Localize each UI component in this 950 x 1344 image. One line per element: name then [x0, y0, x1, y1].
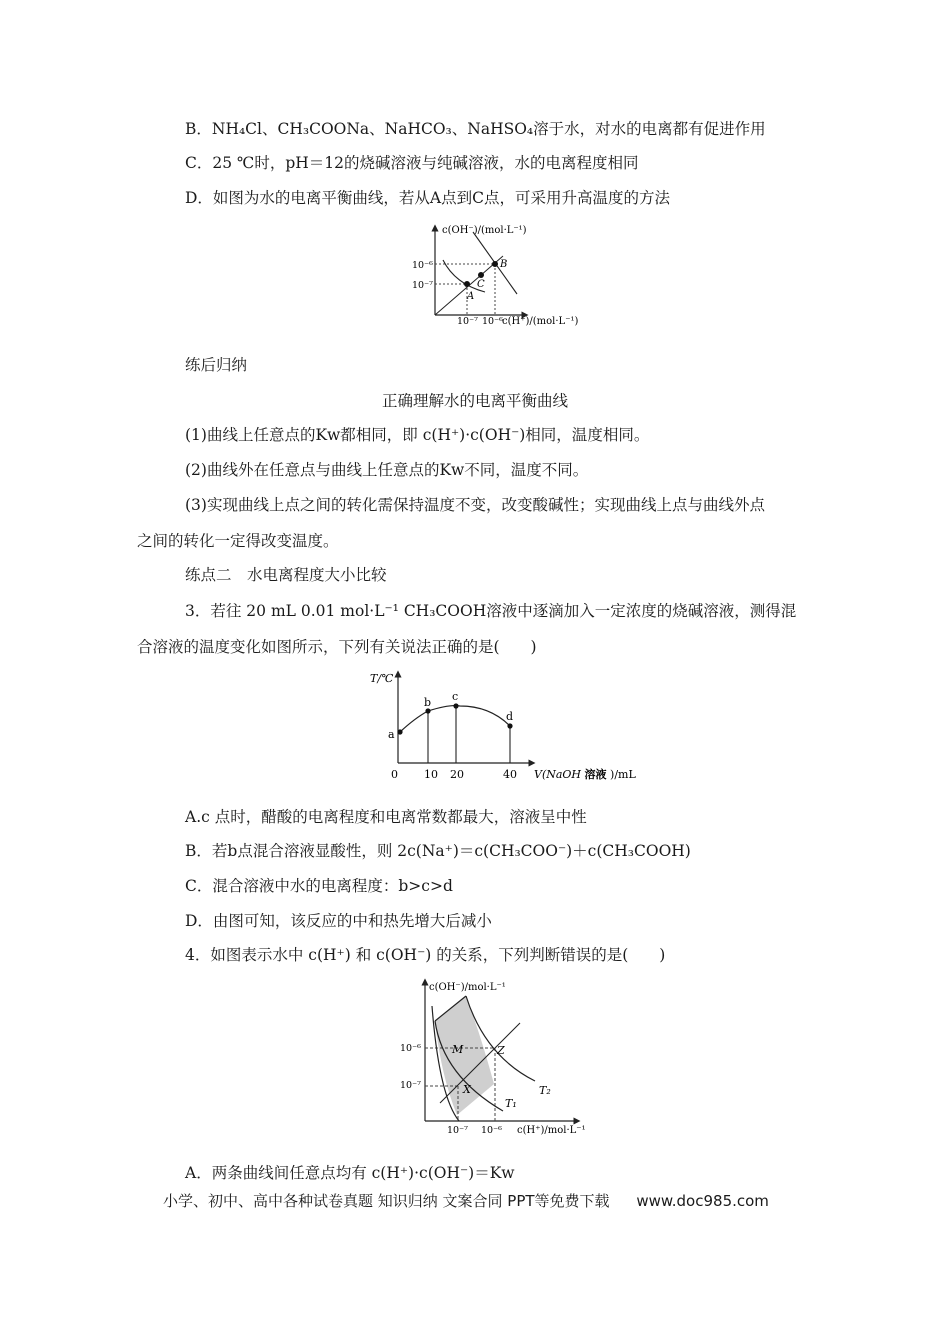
label-b: B — [500, 259, 508, 270]
point-a-dot — [397, 729, 402, 734]
option-b-q3: B．若b点混合溶液显酸性，则 2c(Na⁺)＝c(CH₃COO⁻)＋c(CH₃COOH) — [185, 842, 691, 860]
x-tick-1e-7: 10⁻⁷ — [447, 1125, 468, 1136]
y-tick-1e-7: 10⁻⁷ — [400, 1080, 421, 1091]
x-axis-label: c(H⁺)/mol·L⁻¹ — [517, 1125, 586, 1136]
label-z: Z — [497, 1044, 505, 1057]
option-d-q2: D．如图为水的电离平衡曲线，若从A点到C点，可采用升高温度的方法 — [185, 189, 670, 207]
summary-point-3a: (3)实现曲线上点之间的转化需保持温度不变，改变酸碱性；实现曲线上点与曲线外点 — [185, 496, 765, 514]
label-t2: T₂ — [539, 1084, 551, 1097]
x-tick-1e-6: 10⁻⁶ — [481, 1125, 502, 1136]
point-d-dot — [507, 723, 512, 728]
y-tick-1e-6: 10⁻⁶ — [400, 1043, 421, 1054]
y-axis-label: c(OH⁻)/mol·L⁻¹ — [429, 982, 506, 993]
point-b-dot — [425, 708, 430, 713]
label-a: a — [388, 728, 395, 741]
summary-point-2: (2)曲线外在任意点与曲线上任意点的Kw不同，温度不同。 — [185, 461, 589, 479]
v-tick-40: 40 — [503, 768, 517, 781]
label-c: c — [452, 690, 459, 703]
option-c-q3: C．混合溶液中水的电离程度：b>c>d — [185, 877, 453, 895]
temperature-curve — [400, 706, 510, 732]
summary-point-3b: 之间的转化一定得改变温度。 — [137, 532, 339, 550]
point-c — [478, 272, 484, 278]
footer-site-link[interactable]: www.doc985.com — [636, 1192, 769, 1210]
x-axis-label: c(H⁺)/(mol·L⁻¹) — [502, 316, 579, 327]
question-3-line1: 3．若往 20 mL 0.01 mol·L⁻¹ CH₃COOH溶液中逐滴加入一定浓度的烧碱溶液，测得混 — [185, 602, 797, 620]
practice-heading: 练点二 水电离程度大小比较 — [185, 566, 387, 584]
label-x: X — [463, 1083, 471, 1096]
y-tick-1e-6: 10⁻⁶ — [412, 260, 433, 271]
y-axis-label: c(OH⁻)/(mol·L⁻¹) — [442, 225, 527, 236]
option-b-q2: B．NH₄Cl、CH₃COONa、NaHCO₃、NaHSO₄溶于水，对水的电离都有促进作用 — [185, 120, 766, 138]
x-tick-1e-7: 10⁻⁷ — [457, 316, 478, 327]
question-4: 4．如图表示水中 c(H⁺) 和 c(OH⁻) 的关系，下列判断错误的是( ) — [185, 946, 666, 964]
v-tick-0: 0 — [391, 768, 398, 781]
footer — [163, 1190, 769, 1211]
label-d: d — [506, 710, 514, 723]
footer-text: 小学、初中、高中各种试卷真题 知识归纳 文案合同 PPT等免费下载 — [163, 1192, 610, 1210]
option-c-q2: C．25 ℃时，pH＝12的烧碱溶液与纯碱溶液，水的电离程度相同 — [185, 154, 639, 172]
x-tick-1e-6: 10⁻⁶ — [482, 316, 503, 327]
v-tick-20: 20 — [450, 768, 464, 781]
summary-point-1: (1)曲线上任意点的Kw都相同，即 c(H⁺)·c(OH⁻)相同，温度相同。 — [185, 426, 650, 444]
v-tick-10: 10 — [424, 768, 438, 781]
label-t1: T₁ — [505, 1097, 517, 1110]
label-c: C — [477, 279, 485, 290]
point-b — [492, 261, 498, 267]
option-a-q4: A．两条曲线间任意点均有 c(H⁺)·c(OH⁻)＝Kw — [185, 1164, 515, 1182]
summary-title: 正确理解水的电离平衡曲线 — [381, 392, 568, 410]
label-m: M — [452, 1043, 464, 1056]
isotherm-figure — [395, 976, 605, 1146]
v-axis-label: V(NaOH 溶液 )/mL — [534, 768, 636, 781]
label-a: A — [467, 291, 475, 302]
question-3-line2: 合溶液的温度变化如图所示，下列有关说法正确的是( ) — [137, 638, 537, 656]
label-b: b — [424, 696, 432, 709]
summary-heading: 练后归纳 — [185, 356, 248, 374]
point-c-dot — [453, 703, 458, 708]
option-a-q3: A.c 点时，醋酸的电离程度和电离常数都最大，溶液呈中性 — [185, 808, 587, 826]
t-axis-label: T/℃ — [370, 672, 394, 685]
point-a — [464, 281, 470, 287]
water-ionization-figure — [385, 220, 595, 330]
option-d-q3: D．由图可知，该反应的中和热先增大后减小 — [185, 912, 492, 930]
temperature-figure — [360, 668, 640, 783]
y-tick-1e-7: 10⁻⁷ — [412, 280, 433, 291]
